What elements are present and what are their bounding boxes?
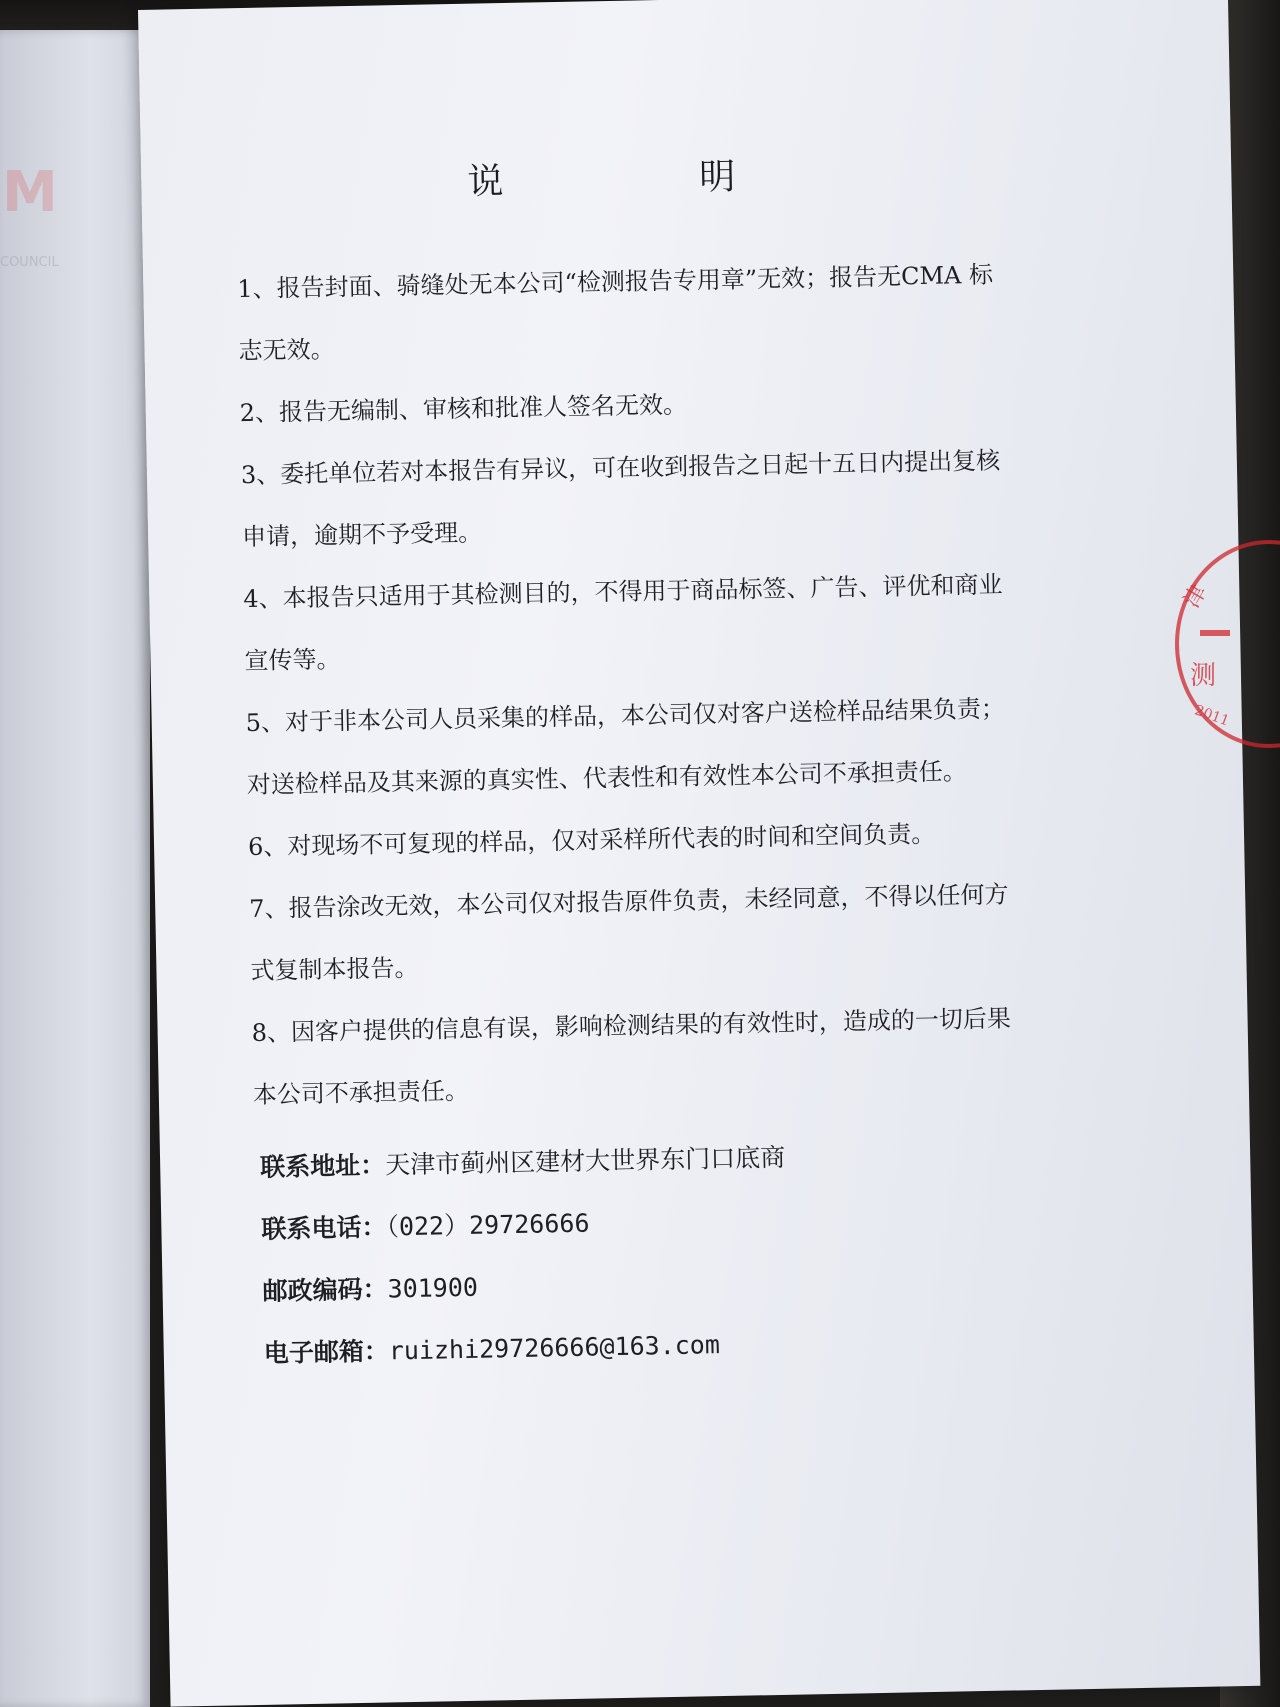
previous-page-edge (0, 30, 150, 1707)
contact-postcode-label: 邮政编码： (262, 1274, 388, 1306)
contact-email-label: 电子邮箱： (263, 1336, 390, 1368)
contact-address-label: 联系地址： (259, 1150, 386, 1182)
notes-list (237, 244, 1014, 1126)
previous-page-text-fragment: COUNCIL (0, 255, 59, 270)
note-item: 1、报告封面、骑缝处无本公司“检测报告专用章”无效；报告无CMA 标志无效。 (237, 260, 994, 366)
contact-email-value: ruizhi29726666@163.com (388, 1330, 721, 1366)
contact-phone-value: （022）29726666 (386, 1208, 590, 1242)
note-item: 5、对于非本公司人员采集的样品，本公司仅对客户送检样品结果负责；对送检样品及其来源的真实性、代表性和有效性本公司不承担责任。 (245, 694, 1006, 800)
contact-email (263, 1319, 1024, 1396)
note-item: 4、本报告只适用于其检测目的，不得用于商品标签、广告、评优和商业宣传等。 (243, 570, 1003, 676)
note-item: 8、因客户提供的信息有误，影响检测结果的有效性时，造成的一切后果本公司不承担责任。 (251, 1004, 1012, 1109)
red-seal-text: 津 (1179, 580, 1213, 613)
previous-page-stamp-fragment: M (2, 160, 56, 218)
contact-phone-label: 联系电话： (261, 1212, 387, 1244)
red-seal-year: 2011 (1192, 702, 1232, 730)
document-page (138, 0, 1260, 1707)
note-item: 2、报告无编制、审核和批准人签名无效。 (239, 390, 688, 428)
red-seal-text: 测 (1190, 661, 1217, 691)
contact-postcode-value: 301900 (387, 1272, 479, 1304)
note-item: 6、对现场不可复现的样品，仅对采样所代表的时间和空间负责。 (247, 819, 936, 862)
contact-address-value: 天津市蓟州区建材大世界东门口底商 (384, 1142, 786, 1180)
contact-info (260, 1133, 1025, 1396)
note-item: 3、委托单位若对本报告有异议，可在收到报告之日起十五日内提出复核申请，逾期不予受理。 (240, 446, 1001, 552)
page-title: 说 明 (466, 155, 816, 203)
red-seal-bar (1200, 630, 1230, 636)
note-item: 7、报告涂改无效，本公司仅对报告原件负责，未经同意，不得以任何方式复制本报告。 (249, 880, 1009, 986)
